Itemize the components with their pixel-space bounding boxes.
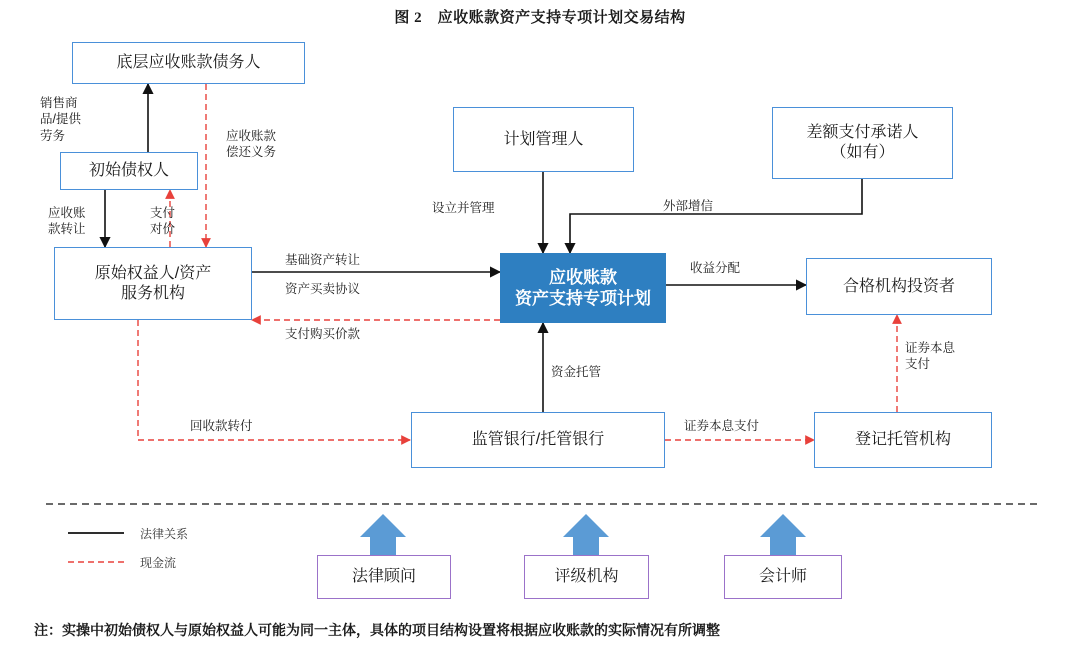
node-legal-advisor[interactable]	[317, 555, 451, 599]
edge-label-securities-payment-vertical-line2: 支付	[905, 357, 931, 372]
figure-title: 图 2 应收账款资产支持专项计划交易结构	[394, 10, 686, 26]
node-rating-agency-label: 评级机构	[554, 568, 619, 585]
node-difference-payer-label-line1: 差额支付承诺人	[806, 124, 919, 141]
node-accountant-label: 会计师	[758, 568, 807, 585]
edge-label-consideration-line2: 对价	[150, 222, 176, 237]
edge-label-sale-goods-line3: 劳务	[40, 128, 66, 143]
node-originator-label-line2: 服务机构	[120, 284, 185, 302]
node-rating-agency[interactable]	[524, 555, 649, 599]
node-original-creditor-label: 初始债权人	[88, 162, 169, 179]
node-underlying-debtor[interactable]	[72, 42, 305, 84]
figure-note: 注：实操中初始债权人与原始权益人可能为同一主体，具体的项目结构设置将根据应收账款的实际情况有所调整	[34, 624, 720, 639]
edge-label-securities-payment-horizontal: 证券本息支付	[684, 419, 760, 433]
node-abs-special-plan-label-line2: 资产支持专项计划	[515, 289, 651, 308]
edge-label-fund-custody: 资金托管	[551, 365, 602, 379]
edge-label-sale-goods	[40, 95, 126, 144]
node-original-creditor[interactable]	[60, 152, 198, 190]
node-supervision-custody-bank[interactable]	[411, 412, 665, 468]
edge-label-sale-goods-line2: 品/提供	[40, 112, 81, 127]
edge-label-recovery-transfer: 回收款转付	[190, 419, 253, 433]
legend-legal-relation-label: 法律关系	[140, 527, 189, 541]
edge-label-consideration	[150, 205, 198, 238]
edge-label-sale-goods-line1: 销售商	[40, 96, 78, 110]
node-accountant[interactable]	[724, 555, 842, 599]
edge-label-receivable-transfer-line1: 应收账	[48, 206, 86, 220]
edge-label-basic-asset-transfer: 基础资产转让	[285, 253, 361, 267]
node-plan-manager[interactable]	[453, 107, 634, 172]
node-underlying-debtor-label: 底层应收账款债务人	[116, 54, 261, 71]
node-originator-label-line1: 原始权益人/资产	[94, 264, 212, 282]
edge-label-external-credit: 外部增信	[663, 199, 714, 213]
edge-label-repay-obligation-line1: 应收账款	[226, 129, 277, 143]
node-qualified-investor[interactable]	[806, 258, 992, 315]
edge-label-securities-payment-vertical-line1: 证券本息	[905, 341, 956, 355]
edge-label-setup-and-manage: 设立并管理	[432, 201, 495, 215]
node-abs-special-plan-label-line1: 应收账款	[549, 267, 617, 287]
node-supervision-custody-bank-label: 监管银行/托管银行	[471, 431, 605, 448]
edge-label-consideration-line1: 支付	[150, 206, 176, 220]
node-registration-custody-institution-label: 登记托管机构	[854, 431, 951, 448]
node-difference-payer[interactable]	[772, 107, 953, 179]
edge-label-income-distribution: 收益分配	[690, 261, 741, 275]
edge-label-repay-obligation	[226, 128, 306, 161]
edge-label-repay-obligation-line2: 偿还义务	[226, 145, 277, 160]
node-difference-payer-label-line2: （如有）	[830, 144, 895, 161]
edge-label-pay-purchase-price: 支付购买价款	[285, 327, 361, 341]
legend-cash-flow-label: 现金流	[140, 556, 177, 570]
edge-label-asset-purchase-agreement: 资产买卖协议	[285, 282, 361, 296]
node-registration-custody-institution[interactable]	[814, 412, 992, 468]
node-qualified-investor-label: 合格机构投资者	[842, 277, 955, 295]
edge-label-receivable-transfer	[48, 205, 108, 238]
node-legal-advisor-label: 法律顾问	[351, 568, 416, 585]
node-abs-special-plan[interactable]	[500, 253, 666, 323]
edge-label-securities-payment-vertical	[905, 340, 955, 373]
node-originator[interactable]	[54, 247, 252, 320]
node-plan-manager-label: 计划管理人	[503, 130, 584, 148]
edge-label-receivable-transfer-line2: 款转让	[48, 222, 86, 237]
